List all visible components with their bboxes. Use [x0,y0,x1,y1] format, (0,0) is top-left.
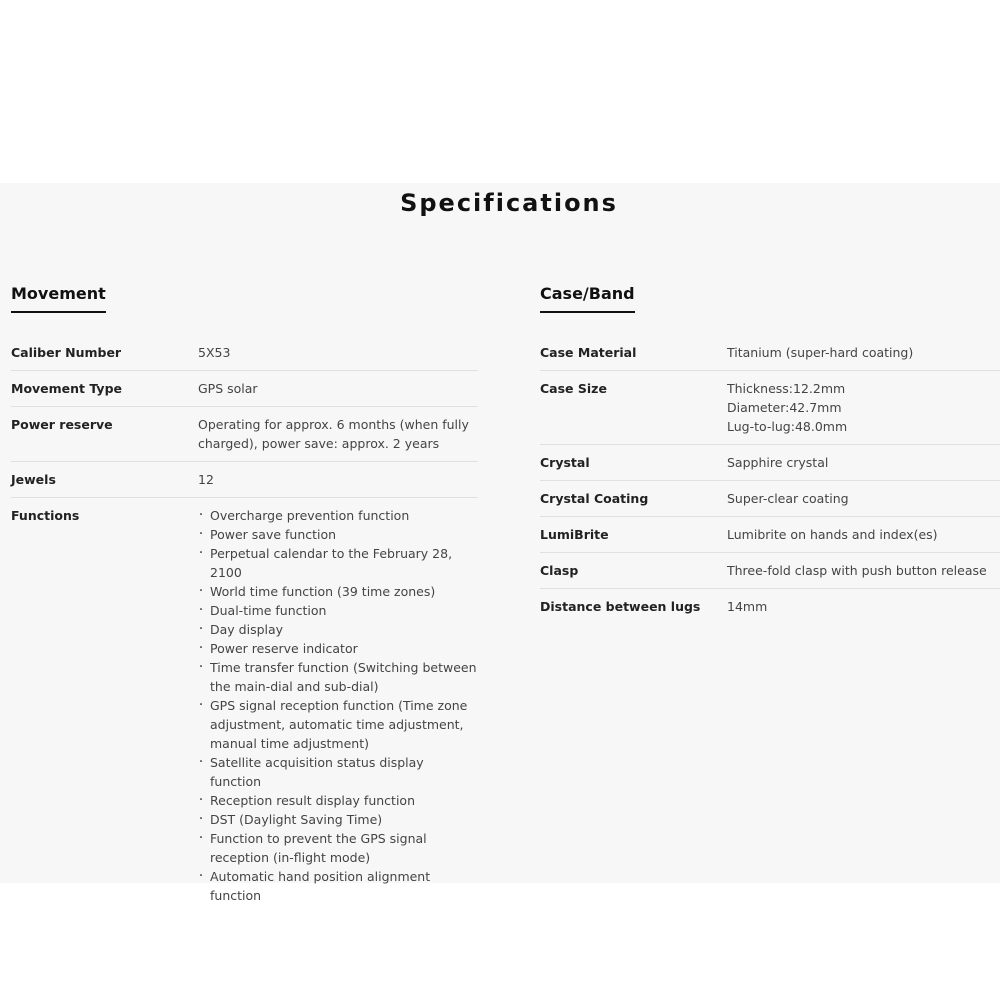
spec-row-jewels [11,462,478,498]
spec-row-power-reserve [11,407,478,462]
spec-value: Operating for approx. 6 months (when fully charged), power save: approx. 2 years [198,417,469,451]
movement-section [11,282,478,913]
list-item: ・ Satellite acquisition status display function [198,753,478,791]
spec-value-line: Lumibrite on hands and index(es) [727,527,938,542]
list-item: ・ Dual-time function [198,601,478,620]
spec-label: Case Size [540,381,607,396]
functions-list [198,506,478,905]
spec-value [727,379,1000,436]
spec-row-crystal [540,445,1000,481]
list-item: ・ GPS signal reception function (Time zone adjustment, automatic time adjustment, manual time adjustment) [198,696,478,753]
spec-value-line: Sapphire crystal [727,455,829,470]
page-title: Specifications [400,189,618,217]
spec-row-crystal-coating [540,481,1000,517]
list-item: ・ Overcharge prevention function [198,506,478,525]
spec-value-line: Three-fold clasp with push button release [727,563,987,578]
list-item: ・ Time transfer function (Switching between the main-dial and sub-dial) [198,658,478,696]
spec-value [727,597,1000,616]
spec-row-movement-type [11,371,478,407]
spec-row-lumibrite [540,517,1000,553]
spec-row-caliber-number [11,335,478,371]
spec-label: Clasp [540,563,579,578]
spec-label: Caliber Number [11,345,122,360]
spec-label: Jewels [11,472,56,487]
spec-label: Functions [11,508,80,523]
spec-value [727,489,1000,508]
spec-value: 5X53 [198,345,231,360]
list-item: ・ Reception result display function [198,791,478,810]
spec-row-case-material [540,335,1000,371]
spec-value: 12 [198,472,214,487]
spec-row-functions [11,498,478,913]
spec-value [727,525,1000,544]
spec-row-distance-between-lugs [540,589,1000,624]
case-band-heading: Case/Band [540,282,635,313]
spec-label: LumiBrite [540,527,609,542]
spec-value-line: 14mm [727,599,768,614]
spec-value-line: Diameter:42.7mm [727,400,842,415]
list-item: ・ Power reserve indicator [198,639,478,658]
spec-value-line: Thickness:12.2mm [727,381,846,396]
spec-label: Crystal Coating [540,491,649,506]
spec-label: Case Material [540,345,637,360]
spec-label: Movement Type [11,381,122,396]
list-item: ・ Power save function [198,525,478,544]
case-band-section [540,282,1000,624]
spec-value [198,506,478,905]
spec-value [727,453,1000,472]
list-item: ・ Automatic hand position alignment function [198,867,478,905]
spec-label: Crystal [540,455,590,470]
spec-value-line: Super-clear coating [727,491,849,506]
spec-row-clasp [540,553,1000,589]
movement-table [11,335,478,913]
spec-value [727,561,1000,580]
case-band-table [540,335,1000,624]
list-item: ・ Day display [198,620,478,639]
spec-row-case-size [540,371,1000,445]
movement-heading: Movement [11,282,106,313]
list-item: ・ Function to prevent the GPS signal reception (in-flight mode) [198,829,478,867]
list-item: ・ DST (Daylight Saving Time) [198,810,478,829]
list-item: ・ World time function (39 time zones) [198,582,478,601]
spec-value: GPS solar [198,381,258,396]
spec-value-line: Titanium (super-hard coating) [727,345,914,360]
list-item: ・ Perpetual calendar to the February 28, 2100 [198,544,478,582]
spec-value [727,343,1000,362]
spec-label: Distance between lugs [540,599,701,614]
spec-value-line: Lug-to-lug:48.0mm [727,419,848,434]
spec-label: Power reserve [11,417,113,432]
